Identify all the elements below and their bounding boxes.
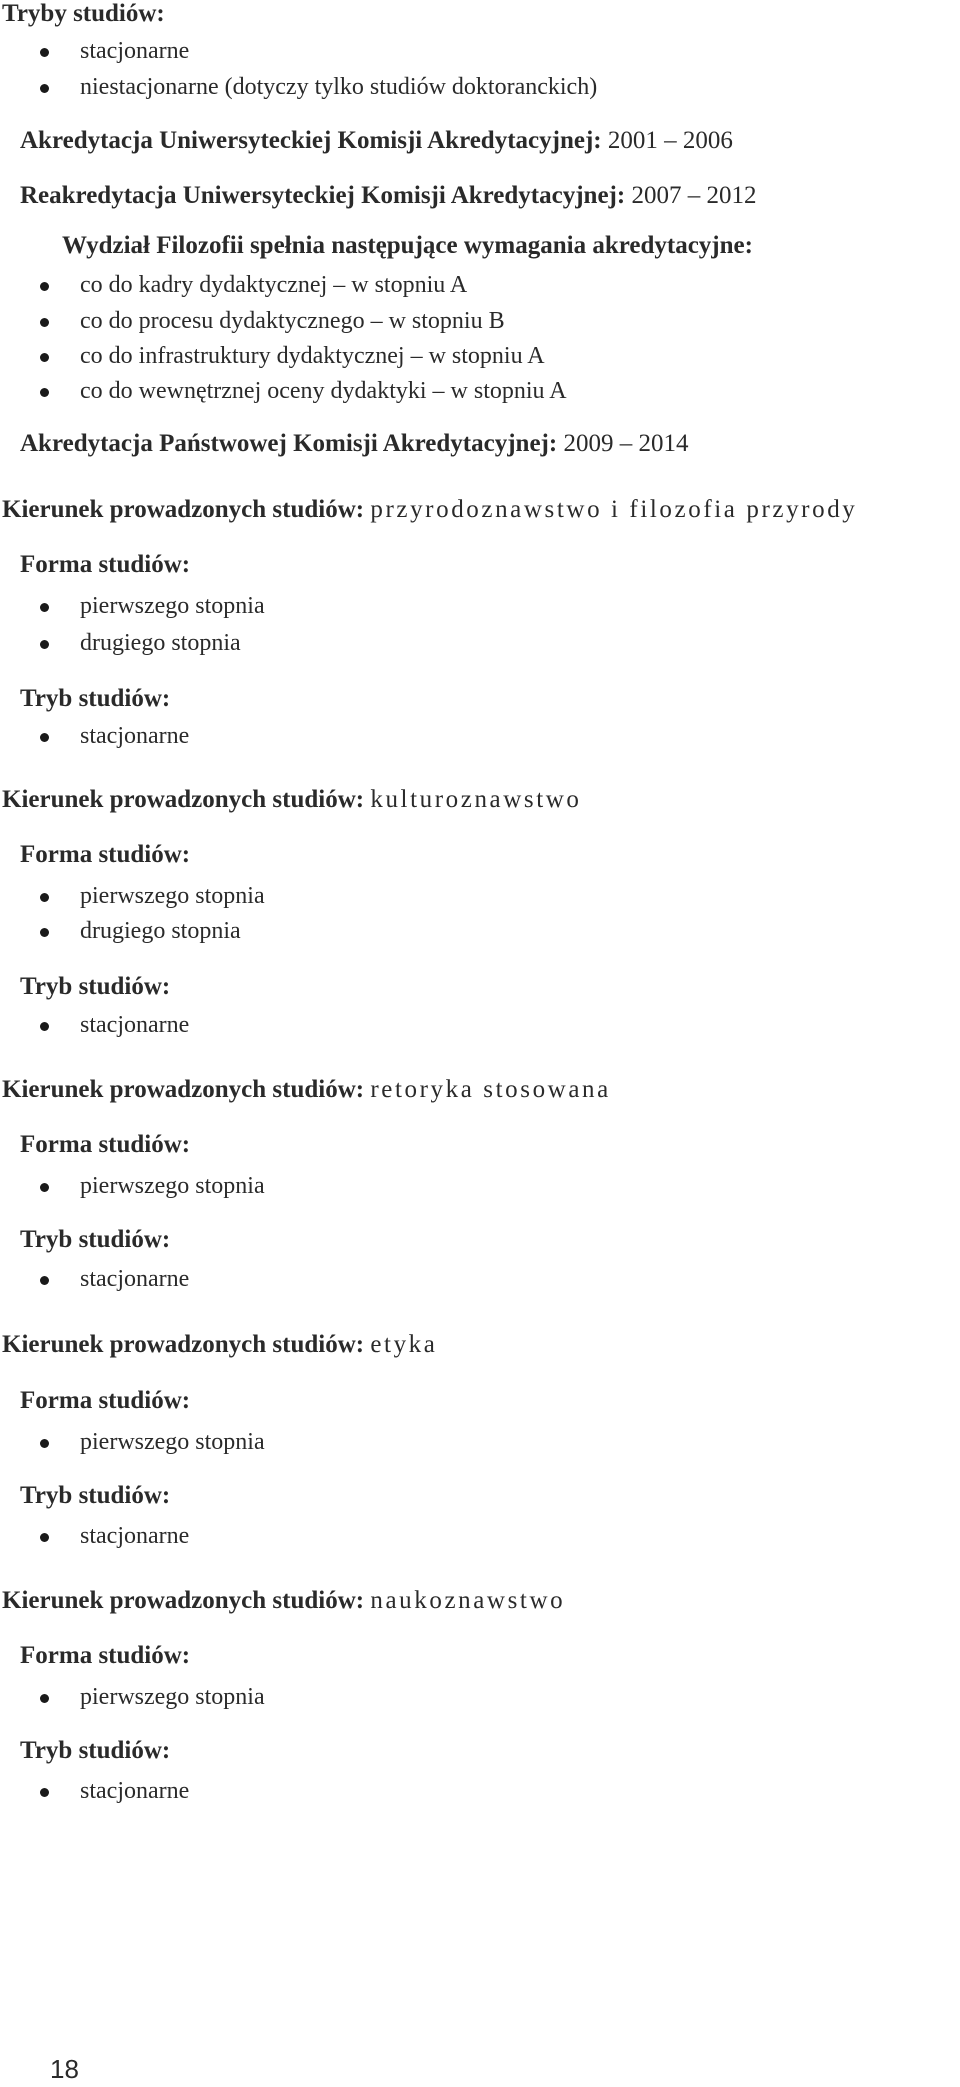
bullet-icon (40, 282, 49, 291)
tryb-heading: Tryb studiów: (20, 1482, 171, 1509)
bullet-icon (40, 928, 49, 937)
list-item: pierwszego stopnia (80, 1429, 265, 1455)
bullet-icon (40, 733, 49, 742)
bullet-icon (40, 640, 49, 649)
list-item: pierwszego stopnia (80, 1173, 265, 1199)
page-number: 18 (50, 2054, 79, 2084)
bullet-icon (40, 1183, 49, 1192)
kierunek-label: Kierunek prowadzonych studiów: (2, 1076, 365, 1103)
bullet-icon (40, 1276, 49, 1285)
list-item: stacjonarne (80, 1266, 190, 1292)
kierunek-name: kulturoznawstwo (370, 786, 582, 813)
kierunek-label: Kierunek prowadzonych studiów: (2, 496, 365, 523)
akredytacja-pka-label: Akredytacja Państwowej Komisji Akredytacyjnej: (20, 430, 558, 457)
akredytacja-uka-label: Akredytacja Uniwersyteckiej Komisji Akredytacyjnej: (20, 127, 602, 154)
reakredytacja-uka-label: Reakredytacja Uniwersyteckiej Komisji Akredytacyjnej: (20, 182, 626, 209)
list-item: stacjonarne (80, 723, 190, 749)
list-item: co do wewnętrznej oceny dydaktyki – w stopniu A (80, 378, 567, 404)
bullet-icon (40, 353, 49, 362)
kierunek-label: Kierunek prowadzonych studiów: (2, 1331, 365, 1358)
list-item: co do procesu dydaktycznego – w stopniu B (80, 308, 505, 334)
tryby-heading: Tryby studiów: (2, 0, 165, 27)
kierunek-name: przyrodoznawstwo i filozofia przyrody (370, 496, 858, 523)
akredytacja-pka-value: 2009 – 2014 (563, 430, 689, 457)
bullet-icon (40, 388, 49, 397)
wydzial-heading: Wydział Filozofii spełnia następujące wymagania akredytacyjne: (62, 232, 753, 259)
list-item: drugiego stopnia (80, 918, 241, 944)
list-item: niestacjonarne (dotyczy tylko studiów doktoranckich) (80, 74, 598, 100)
bullet-icon (40, 318, 49, 327)
tryb-heading: Tryb studiów: (20, 973, 171, 1000)
kierunek-name: naukoznawstwo (370, 1587, 566, 1614)
bullet-icon (40, 603, 49, 612)
list-item: pierwszego stopnia (80, 593, 265, 619)
bullet-icon (40, 1022, 49, 1031)
kierunek-4 (2, 1331, 437, 1359)
bullet-icon (40, 893, 49, 902)
kierunek-name: retoryka stosowana (370, 1076, 611, 1103)
forma-heading: Forma studiów: (20, 1131, 191, 1158)
list-item: stacjonarne (80, 38, 190, 64)
akredytacja-pka (20, 430, 688, 458)
reakredytacja-uka-value: 2007 – 2012 (631, 182, 757, 209)
list-item: pierwszego stopnia (80, 1684, 265, 1710)
bullet-icon (40, 1439, 49, 1448)
kierunek-1 (2, 496, 857, 524)
bullet-icon (40, 84, 49, 93)
kierunek-2 (2, 786, 582, 814)
kierunek-label: Kierunek prowadzonych studiów: (2, 786, 365, 813)
forma-heading: Forma studiów: (20, 551, 191, 578)
list-item: co do kadry dydaktycznej – w stopniu A (80, 272, 468, 298)
forma-heading: Forma studiów: (20, 1642, 191, 1669)
tryb-heading: Tryb studiów: (20, 1737, 171, 1764)
bullet-icon (40, 1788, 49, 1797)
forma-heading: Forma studiów: (20, 1387, 191, 1414)
kierunek-label: Kierunek prowadzonych studiów: (2, 1587, 365, 1614)
forma-heading: Forma studiów: (20, 841, 191, 868)
tryb-heading: Tryb studiów: (20, 685, 171, 712)
tryb-heading: Tryb studiów: (20, 1226, 171, 1253)
list-item: stacjonarne (80, 1523, 190, 1549)
akredytacja-uka (20, 127, 733, 155)
kierunek-name: etyka (370, 1331, 438, 1358)
list-item: pierwszego stopnia (80, 883, 265, 909)
kierunek-5 (2, 1587, 565, 1615)
list-item: co do infrastruktury dydaktycznej – w stopniu A (80, 343, 545, 369)
reakredytacja-uka (20, 182, 756, 210)
list-item: stacjonarne (80, 1778, 190, 1804)
bullet-icon (40, 1533, 49, 1542)
list-item: stacjonarne (80, 1012, 190, 1038)
kierunek-3 (2, 1076, 611, 1104)
akredytacja-uka-value: 2001 – 2006 (607, 127, 733, 154)
bullet-icon (40, 48, 49, 57)
bullet-icon (40, 1694, 49, 1703)
list-item: drugiego stopnia (80, 630, 241, 656)
